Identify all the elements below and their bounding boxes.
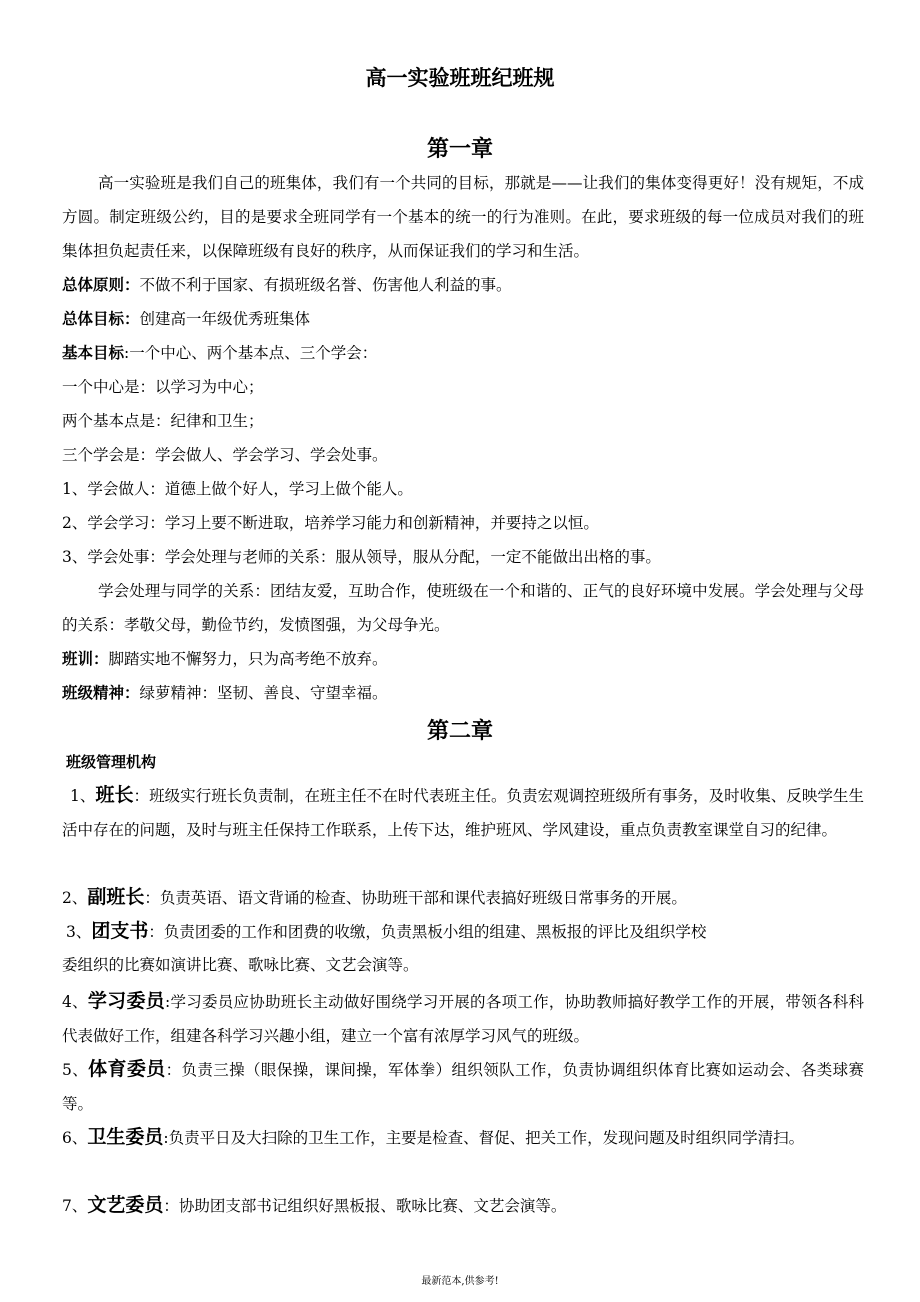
class-spirit-label: 班级精神： bbox=[62, 684, 140, 702]
chapter-1-heading: 第一章 bbox=[426, 137, 493, 162]
role-monitor bbox=[62, 778, 864, 847]
principle-line bbox=[62, 268, 862, 302]
management-org-heading: 班级管理机构 bbox=[66, 753, 157, 771]
points-line: 两个基本点是：纪律和卫生； bbox=[62, 412, 264, 430]
class-spirit-text: 绿萝精神：坚韧、善良、守望幸福。 bbox=[139, 684, 388, 702]
role-hygiene-committee-label: 卫生委员 bbox=[87, 1126, 164, 1148]
page-title: 高一实验班班纪班规 bbox=[365, 66, 555, 90]
role-hygiene-committee bbox=[62, 1120, 864, 1155]
role-monitor-text: ：班级实行班长负责制，在班主任不在时代表班主任。负责宏观调控班级所有事务，及时收集、反映学生生活中存在的问题，及时与班主任保持工作联系，上传下达，维护班风、学风建设，重点负责教室课堂自习的纪律。 bbox=[62, 787, 864, 839]
goal-line bbox=[62, 302, 862, 336]
role-sports-committee-num: 5、 bbox=[62, 1061, 89, 1079]
role-vice-monitor-num: 2、 bbox=[62, 889, 88, 907]
role-arts-committee-text: ：协助团支部书记组织好黑板报、歌咏比赛、文艺会演等。 bbox=[163, 1197, 567, 1215]
class-motto-line bbox=[62, 642, 862, 676]
role-study-committee bbox=[62, 984, 864, 1053]
principle-label: 总体原则： bbox=[62, 276, 140, 294]
basic-goal-label: 基本目标 bbox=[62, 344, 125, 362]
role-vice-monitor-text: ：负责英语、语文背诵的检查、协助班干部和课代表搞好班级日常事务的开展。 bbox=[144, 889, 687, 907]
role-league-secretary-num: 3、 bbox=[66, 923, 92, 941]
learn-item-3: 3、学会处事：学会处理与老师的关系：服从领导，服从分配，一定不能做出出格的事。 bbox=[62, 548, 661, 566]
role-study-committee-num: 4、 bbox=[62, 993, 88, 1011]
role-arts-committee-label: 文艺委员 bbox=[87, 1194, 164, 1216]
role-league-secretary-label: 团支书 bbox=[91, 920, 149, 942]
role-sports-committee-text: ：负责三操（眼保操，课间操，军体拳）组织领队工作，负责协调组织体育比赛如运动会、各类球赛等。 bbox=[62, 1061, 864, 1113]
learn-item-1: 1、学会做人：道德上做个好人，学习上做个能人。 bbox=[62, 480, 413, 498]
role-monitor-label: 班长 bbox=[95, 784, 134, 806]
role-vice-monitor-label: 副班长 bbox=[87, 886, 145, 908]
role-sports-committee-label: 体育委员 bbox=[88, 1058, 166, 1080]
role-study-committee-label: 学习委员 bbox=[87, 990, 165, 1012]
center-line: 一个中心是：以学习为中心； bbox=[62, 378, 264, 396]
role-arts-committee bbox=[62, 1188, 862, 1223]
role-vice-monitor bbox=[62, 880, 864, 915]
principle-text: 不做不利于国家、有损班级名誉、伤害他人利益的事。 bbox=[139, 276, 512, 294]
role-study-committee-text: :学习委员应协助班长主动做好围绕学习开展的各项工作，协助教师搞好教学工作的开展，带领各科科代表做好工作，组建各科学习兴趣小组，建立一个富有浓厚学习风气的班级。 bbox=[62, 993, 864, 1045]
role-arts-committee-num: 7、 bbox=[62, 1197, 88, 1215]
class-motto-text: 脚踏实地不懈努力，只为高考绝不放弃。 bbox=[108, 650, 388, 668]
learn-item-3-continued: 学会处理与同学的关系：团结友爱，互助合作，使班级在一个和谐的、正气的良好环境中发展。学会处理与父母的关系：孝敬父母，勤俭节约，发愤图强，为父母争光。 bbox=[62, 582, 864, 634]
basic-goal-text: :一个中心、两个基本点、三个学会： bbox=[124, 344, 378, 362]
page-footer: 最新范本,供参考! bbox=[421, 1276, 499, 1287]
role-league-secretary-continued: 委组织的比赛如演讲比赛、歌咏比赛、文艺会演等。 bbox=[62, 956, 419, 974]
learns-line: 三个学会是：学会做人、学会学习、学会处事。 bbox=[62, 446, 388, 464]
role-league-secretary-text: ：负责团委的工作和团费的收缴，负责黑板小组的组建、黑板报的评比及组织学校 bbox=[148, 923, 707, 941]
role-hygiene-committee-text: :负责平日及大扫除的卫生工作，主要是检查、督促、把关工作，发现问题及时组织同学清扫。 bbox=[163, 1129, 805, 1147]
goal-text: 创建高一年级优秀班集体 bbox=[139, 310, 311, 328]
learn-item-2: 2、学会学习：学习上要不断进取，培养学习能力和创新精神，并要持之以恒。 bbox=[62, 514, 599, 532]
role-monitor-num: 1、 bbox=[70, 787, 96, 805]
class-spirit-line bbox=[62, 676, 862, 710]
goal-label: 总体目标： bbox=[62, 310, 140, 328]
role-sports-committee bbox=[62, 1052, 864, 1121]
chapter-2-heading: 第二章 bbox=[426, 719, 493, 744]
basic-goal-line bbox=[62, 336, 862, 370]
role-hygiene-committee-num: 6、 bbox=[62, 1129, 88, 1147]
intro-paragraph: 高一实验班是我们自己的班集体，我们有一个共同的目标，那就是——让我们的集体变得更好！没有规矩，不成方圆。制定班级公约，目的是要求全班同学有一个基本的统一的行为准则。在此，要求班级的每一位成员对我们的班集体担负起责任来，以保障班级有良好的秩序，从而保证我们的学习和生活。 bbox=[62, 174, 864, 260]
class-motto-label: 班训： bbox=[62, 650, 109, 668]
role-league-secretary bbox=[66, 914, 866, 949]
